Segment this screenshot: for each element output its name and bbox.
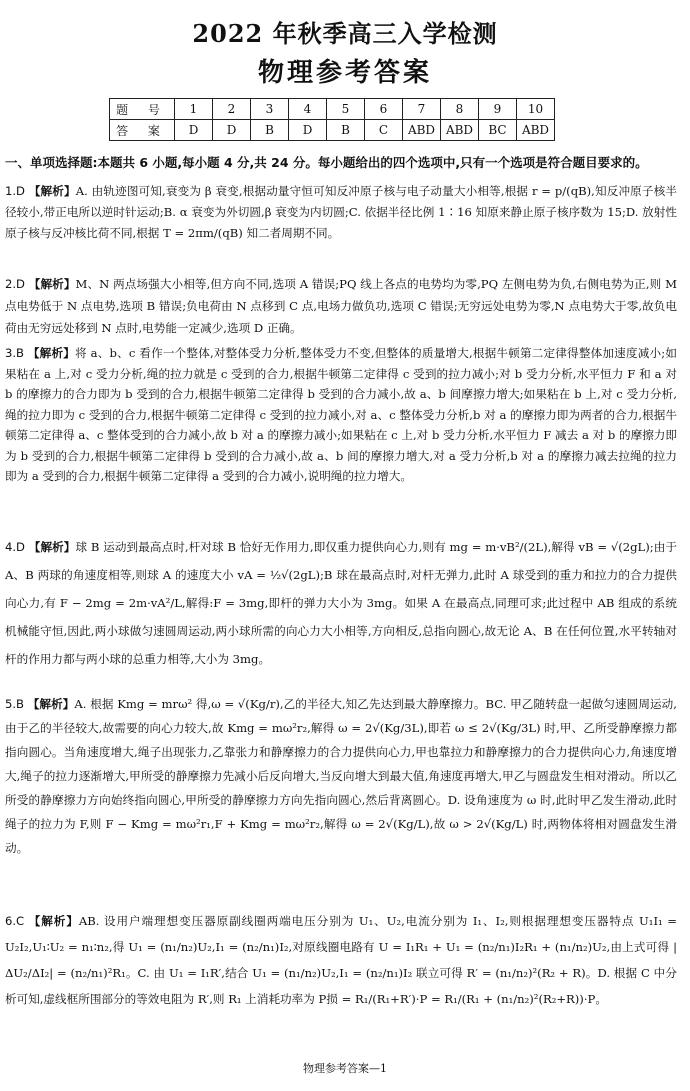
answer-item-1 — [5, 181, 677, 244]
item-number: 1.D — [5, 184, 25, 198]
analysis-tag: 【解析】 — [28, 914, 79, 928]
analysis-tag: 【解析】 — [28, 540, 76, 554]
answer-cell: ABD — [441, 120, 479, 141]
question-number: 2 — [213, 99, 251, 120]
item-text: 球 B 运动到最高点时,杆对球 B 恰好无作用力,即仅重力提供向心力,则有 mg = m·vB²/(2L),解得 vB = √(2gL);由于 A、B 两球的角速度相等,则球 A 的速度大小 vA = ½√(2gL);B 球在最高点时,对杆无弹力,此时 A 球受到的重力和拉力的合力提供向心力,有 F − 2mg = 2m·vA²/L,解得:F = 3mg,即杆的弹力大小为 3mg。如果 A 在最高点,同理可求;此过程中 AB 组成的系统机械能守恒,因此,两小球做匀速圆周运动,两小球所需的向心力大小相等,方向相反,总指向圆心,故无论 A、B 在任何位置,水平转轴对杆的作用力都与两小球的总重力相等,大小为 3mg。 — [5, 540, 678, 666]
analysis-tag: 【解析】 — [27, 697, 75, 711]
answer-table-number-row — [110, 99, 555, 120]
analysis-tag: 【解析】 — [28, 277, 76, 291]
question-number: 5 — [327, 99, 365, 120]
answer-table — [109, 98, 555, 141]
question-number: 10 — [517, 99, 555, 120]
answer-cell: B — [327, 120, 365, 141]
question-number: 7 — [403, 99, 441, 120]
answer-item-3 — [5, 343, 677, 487]
answer-key-title: 物理参考答案 — [257, 58, 432, 88]
answer-cell: ABD — [403, 120, 441, 141]
question-number: 6 — [365, 99, 403, 120]
analysis-tag: 【解析】 — [27, 346, 76, 360]
question-number: 9 — [479, 99, 517, 120]
answer-cell: D — [213, 120, 251, 141]
answer-cell: D — [289, 120, 327, 141]
question-number: 4 — [289, 99, 327, 120]
answer-item-5 — [5, 692, 677, 860]
answer-table-answer-row — [110, 120, 555, 141]
item-text: A. 由轨迹图可知,衰变为 β 衰变,根据动量守恒可知反冲原子核与电子动量大小相等,根据 r = p/(qB),知反冲原子核半径较小,带正电所以逆时针运动;B. α 衰变为外切圆,β 衰变为内切圆;C. 依据半径比例 1∶16 知原来静止原子核序数为 15;D. 放射性原子核与反冲核比荷不同,根据 T = 2πm/(qB) 知二者周期不同。 — [5, 184, 677, 240]
answer-cell: D — [175, 120, 213, 141]
answer-cell: B — [251, 120, 289, 141]
item-number: 5.B — [5, 697, 25, 711]
question-number: 1 — [175, 99, 213, 120]
answer-item-2 — [5, 273, 677, 339]
question-number: 3 — [251, 99, 289, 120]
item-text: A. 根据 Kmg = mrω² 得,ω = √(Kg/r),乙的半径大,知乙先达到最大静摩擦力。BC. 甲乙随转盘一起做匀速圆周运动,由于乙的半径较大,故需要的向心力较大,故 Kmg = mω²r₂,解得 ω = 2√(Kg/3L),即若 ω ≤ 2√(Kg/3L) 时,甲、乙所受静摩擦力都指向圆心。当角速度增大,绳子出现张力,乙靠张力和静摩擦力的合力提供向心力,甲也靠拉力和静摩擦力的合力提供向心力,角速度增大,绳子的拉力逐渐增大,甲所受的静摩擦力先减小后反向增大,当反向增大到最大值,角速度再增大,甲乙与圆盘发生相对滑动。所以乙所受的静摩擦力方向始终指向圆心,甲所受的静摩擦力方向先指向圆心,然后背离圆心。D. 设角速度为 ω 时,此时甲乙发生滑动,此时绳子的拉力为 F,则 F − Kmg = mω²r₁,F + Kmg = mω²r₂,解得 ω = 2√(Kg/L),故 ω > 2√(Kg/L) 时,两物体将相对圆盘发生滑动。 — [5, 697, 677, 855]
answer-cell: C — [365, 120, 403, 141]
answer-item-6 — [5, 908, 677, 1012]
item-text: 将 a、b、c 看作一个整体,对整体受力分析,整体受力不变,但整体的质量增大,根据牛顿第二定律得整体加速度减小;如果粘在 a 上,对 c 受力分析,绳的拉力就是 c 受到的合力,根据牛顿第二定律得 c 受到的拉力减小;对 b 受力分析,水平恒力 F 和 a 对 b 的摩擦力的合力即为 b 受到的合力,根据牛顿第二定律得 b 受到的合力减小,故 a、b 间摩擦力增大;如果粘在 b 上,对 c 受力分析,绳的拉力即为 c 受到的合力,根据牛顿第二定律得 c 受到的拉力减小,对 a、c 整体受力分析,b 对 a 的摩擦力即为两者的合力,根据牛顿第二定律得 a、c 整体受到的合力减小,故 b 对 a 的摩擦力减小;如果粘在 c 上,对 b 受力分析,水平恒力 F 减去 a 对 b 的摩擦力即为 b 受到的合力,根据牛顿第二定律得 b 受到的合力减小,故 a、b 间的摩擦力增大,对 a 受力分析,b 对 a 的摩擦力减去拉绳的拉力即为 a 受到的合力,根据牛顿第二定律得 a 受到的合力减小,说明绳的拉力增大。 — [5, 346, 677, 483]
item-number: 2.D — [5, 277, 25, 291]
analysis-tag: 【解析】 — [28, 184, 76, 198]
row-label-number: 题 号 — [110, 99, 175, 120]
page-footer: 物理参考答案—1 — [303, 1062, 387, 1075]
item-number: 6.C — [5, 914, 25, 928]
exam-title: 2022 年秋季高三入学检测 — [192, 19, 498, 48]
item-number: 3.B — [5, 346, 25, 360]
section-heading: 一、单项选择题:本题共 6 小题,每小题 4 分,共 24 分。每小题给出的四个选项中,只有一个选项是符合题目要求的。 — [5, 155, 648, 170]
item-text: AB. 设用户端理想变压器原副线圈两端电压分别为 U₁、U₂,电流分别为 I₁、I₂,则根据理想变压器特点 U₁I₁ = U₂I₂,U₁∶U₂ = n₁∶n₂,得 U₁ = (n₁/n₂)U₂,I₁ = (n₂/n₁)I₂,对原线圈电路有 U = I₁R₁ + U₁ = (n₂/n₁)I₂R₁ + (n₁/n₂)U₂,由上式可得 |ΔU₂/ΔI₂| = (n₂/n₁)²R₁。C. 由 U₁ = I₁R′,结合 U₁ = (n₁/n₂)U₂,I₁ = (n₂/n₁)I₂ 联立可得 R′ = (n₁/n₂)²(R₂ + R)。D. 根据 C 中分析可知,虚线框所围部分的等效电阻为 R′,则 R₁ 上消耗功率为 P损 = R₁/(R₁+R′)·P = R₁/(R₁ + (n₁/n₂)²(R₂+R))·P。 — [5, 914, 677, 1006]
item-text: M、N 两点场强大小相等,但方向不同,选项 A 错误;PQ 线上各点的电势均为零,PQ 左侧电势为负,右侧电势为正,则 M 点电势低于 N 点电势,选项 B 错误;负电荷由 N 点移到 C 点,电场力做负功,选项 C 错误;无穷远处电势为零,N 点电势大于零,故负电荷由无穷远处移到 N 点时,电势能一定减少,选项 D 正确。 — [5, 277, 677, 335]
answer-cell: ABD — [517, 120, 555, 141]
answer-item-4 — [5, 533, 677, 673]
row-label-answer: 答 案 — [110, 120, 175, 141]
question-number: 8 — [441, 99, 479, 120]
item-number: 4.D — [5, 540, 25, 554]
answer-cell: BC — [479, 120, 517, 141]
